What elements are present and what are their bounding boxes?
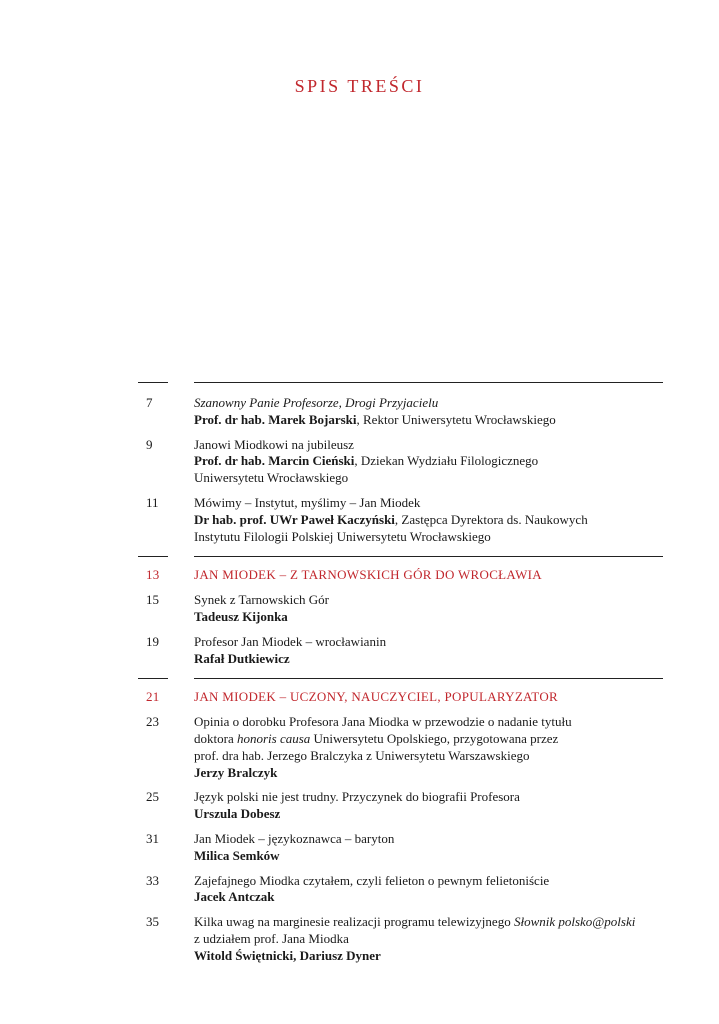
entry-title-part: doktora: [194, 730, 237, 746]
toc-entry: [0, 495, 719, 545]
section-title: JAN MIODEK – UCZONY, NAUCZYCIEL, POPULARYZATOR: [194, 689, 558, 705]
entry-author: Prof. dr hab. Marek Bojarski: [194, 411, 357, 427]
entry-title: Szanowny Panie Profesorze, Drogi Przyjacielu: [194, 395, 439, 410]
entry-author: Jerzy Bralczyk: [194, 764, 278, 780]
toc-entry: [0, 592, 719, 626]
entry-author: Tadeusz Kijonka: [194, 608, 288, 624]
entry-title-italic: Słownik polsko@polski: [513, 914, 636, 930]
page-number: 25: [146, 789, 159, 805]
page-number: 31: [146, 830, 159, 846]
section-title: JAN MIODEK – Z TARNOWSKICH GÓR DO WROCŁAWIA: [194, 567, 542, 583]
entry-author-role-cont: Uniwersytetu Wrocławskiego: [194, 470, 349, 486]
entry-author-role: , Rektor Uniwersytetu Wrocławskiego: [356, 411, 556, 427]
entry-title: Jan Miodek – językoznawca – baryton: [194, 830, 395, 846]
entry-title-part: Uniwersytetu Opolskiego, przygotowana przez: [310, 730, 559, 746]
page-title: SPIS TREŚCI: [294, 76, 425, 96]
toc-entry: [0, 914, 719, 964]
toc-entry: [0, 714, 719, 781]
entry-author-role: , Dziekan Wydziału Filologicznego: [354, 453, 539, 469]
entry-author: Milica Semków: [194, 847, 280, 863]
page-number: 19: [146, 633, 159, 649]
entry-author-role-cont: Instytutu Filologii Polskiej Uniwersytetu Wrocławskiego: [194, 528, 491, 544]
table-of-contents: [0, 382, 719, 965]
page-number: 11: [146, 494, 159, 510]
entry-title-cont: prof. dra hab. Jerzego Bralczyka z Uniwersytetu Warszawskiego: [194, 747, 530, 763]
entry-title: Język polski nie jest trudny. Przyczynek do biografii Profesora: [194, 789, 520, 805]
toc-entry: [0, 395, 719, 429]
entry-title: Mówimy – Instytut, myślimy – Jan Miodek: [194, 494, 421, 510]
divider: [0, 678, 719, 679]
entry-title: Janowi Miodkowi na jubileusz: [194, 436, 354, 452]
page-number: 15: [146, 592, 159, 608]
toc-entry: [0, 437, 719, 487]
divider: [0, 382, 719, 383]
entry-title-italic: honoris causa: [236, 730, 311, 746]
entry-title: Zajefajnego Miodka czytałem, czyli felieton o pewnym felietoniście: [194, 872, 550, 888]
page-number: 9: [146, 436, 153, 452]
toc-entry: [0, 873, 719, 907]
divider: [0, 556, 719, 557]
page-number: 35: [146, 914, 159, 930]
toc-entry: [0, 789, 719, 823]
entry-author: Urszula Dobesz: [194, 806, 281, 822]
entry-author: Prof. dr hab. Marcin Cieński: [194, 453, 355, 469]
section-heading: [0, 567, 719, 584]
page-number: 7: [146, 395, 153, 410]
entry-author: Dr hab. prof. UWr Paweł Kaczyński: [194, 511, 395, 527]
entry-author: Rafał Dutkiewicz: [194, 650, 290, 666]
toc-entry: [0, 634, 719, 668]
toc-entry: [0, 831, 719, 865]
entry-title: Opinia o dorobku Profesora Jana Miodka w przewodzie o nadanie tytułu: [194, 714, 572, 730]
entry-author: Jacek Antczak: [194, 889, 275, 905]
entry-title: Synek z Tarnowskich Gór: [194, 592, 329, 608]
entry-author: Witold Świętnicki, Dariusz Dyner: [194, 947, 381, 963]
page-number: 21: [146, 689, 160, 705]
entry-author-role: , Zastępca Dyrektora ds. Naukowych: [394, 511, 588, 527]
section-heading: [0, 689, 719, 706]
entry-title: Profesor Jan Miodek – wrocławianin: [194, 633, 387, 649]
page-number: 13: [146, 567, 160, 583]
page-number: 33: [146, 872, 159, 888]
page-number: 23: [146, 714, 159, 730]
entry-title-part: Kilka uwag na marginesie realizacji programu telewizyjnego: [194, 914, 514, 930]
entry-title-cont: z udziałem prof. Jana Miodka: [194, 930, 349, 946]
